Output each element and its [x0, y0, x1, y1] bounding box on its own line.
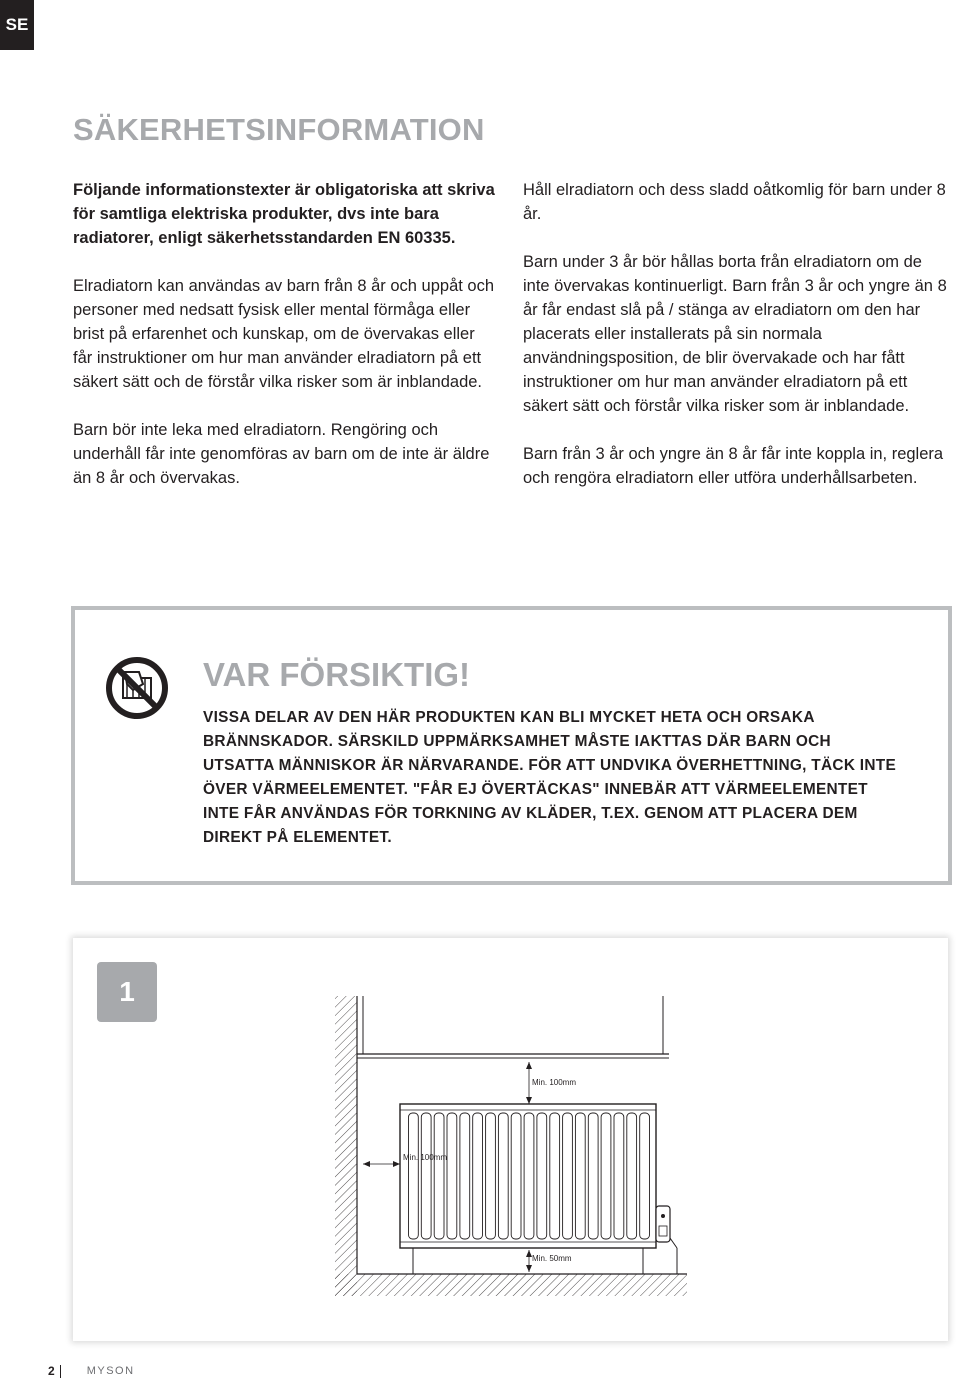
radiator-fin — [460, 1113, 470, 1239]
radiator-fin — [575, 1113, 585, 1239]
radiator — [400, 1104, 656, 1248]
radiator-fin — [486, 1113, 496, 1239]
left-paragraph-2: Barn bör inte leka med elradiatorn. Rengöring och underhåll får inte genomföras av barn om de inte är äldre än 8 år och övervakas. — [73, 421, 490, 487]
radiator-fin — [511, 1113, 521, 1239]
radiator-fin — [614, 1113, 624, 1239]
installation-diagram — [73, 938, 948, 1341]
control-unit — [656, 1206, 677, 1274]
radiator-fin — [524, 1113, 534, 1239]
dim-bottom-label: Min. 50mm — [532, 1254, 572, 1263]
radiator-fin — [563, 1113, 573, 1239]
dim-side-label: Min. 100mm — [403, 1153, 448, 1162]
left-paragraph-1: Elradiatorn kan användas av barn från 8 år och uppåt och personer med nedsatt fysisk eller mental förmåga eller brist på erfarenhet och kunskap, om de övervakas eller får instruktioner om hur man använder elradiatorn på ett säkert sätt och de förstår vilka risker som är inblandade. — [73, 277, 495, 391]
warning-text: VISSA DELAR AV DEN HÄR PRODUKTEN KAN BLI MYCKET HETA OCH ORSAKA BRÄNNSKADOR. SÄRSKILD UPPMÄRKSAMHET MÅSTE IAKTTAS DÄR BARN OCH UTSATTA MÄNNISKOR ÄR NÄRVARANDE. FÖR ATT UNDVIKA ÖVERHETTNING, TÄCK INTE ÖVER VÄRMEELEMENTET. "FÅR EJ ÖVERTÄCKAS" INNEBÄR ATT VÄRMEELEMENTET INTE FÅR ANVÄNDAS FÖR TORKNING AV KLÄDER, T.EX. GENOM ATT PLACERA DEM DIREKT PÅ ELEMENTET. — [203, 709, 897, 846]
radiator-fin — [601, 1113, 611, 1239]
warning-box — [71, 606, 952, 885]
footer-divider — [60, 1365, 61, 1378]
radiator-fin — [421, 1113, 431, 1239]
radiator-fin — [640, 1113, 650, 1239]
radiator-fin — [498, 1113, 508, 1239]
installation-figure — [73, 938, 948, 1341]
radiator-fin — [434, 1113, 444, 1239]
step-badge: 1 — [97, 962, 157, 1022]
footer — [48, 1364, 135, 1378]
no-covering-icon — [103, 654, 171, 722]
radiator-fin — [409, 1113, 419, 1239]
right-paragraph-2: Barn under 3 år bör hållas borta från elradiatorn om de inte övervakas kontinuerligt. Barn från 3 år och yngre än 8 år får endast slå på / stänga av elradiatorn om den har placerats eller installerats på sin normala användningsposition, de blir övervakade och har fått instruktioner om hur man använder elradiatorn på ett säkert sätt och förstår vilka risker som är inblandade. — [523, 253, 947, 415]
right-paragraph-3: Barn från 3 år och yngre än 8 år får inte koppla in, reglera och rengöra elradiatorn eller utföra underhållsarbeten. — [523, 445, 944, 487]
radiator-fin — [473, 1113, 483, 1239]
warning-title: VAR FÖRSIKTIG! — [203, 656, 471, 693]
intro-paragraph: Följande informationstexter är obligatoriska att skriva för samtliga elektriska produkter, dvs inte bara radiatorer, enligt säkerhetsstandarden EN 60335. — [73, 181, 495, 247]
window-sill — [357, 996, 669, 1058]
radiator-fin — [627, 1113, 637, 1239]
radiator-fin — [550, 1113, 560, 1239]
brand-name: MYSON — [86, 1365, 135, 1377]
dim-top-label: Min. 100mm — [532, 1078, 577, 1087]
floor-hatch — [335, 1274, 687, 1296]
page-title: SÄKERHETSINFORMATION — [73, 112, 485, 147]
radiator-fin — [537, 1113, 547, 1239]
right-column — [523, 178, 948, 514]
right-paragraph-1: Håll elradiatorn och dess sladd oåtkomlig för barn under 8 år. — [523, 181, 946, 223]
wall-hatch — [335, 996, 357, 1296]
language-tab: SE — [0, 0, 34, 50]
radiator-fin — [447, 1113, 457, 1239]
page-number: 2 — [48, 1364, 55, 1378]
left-column — [73, 178, 498, 514]
radiator-fin — [588, 1113, 598, 1239]
